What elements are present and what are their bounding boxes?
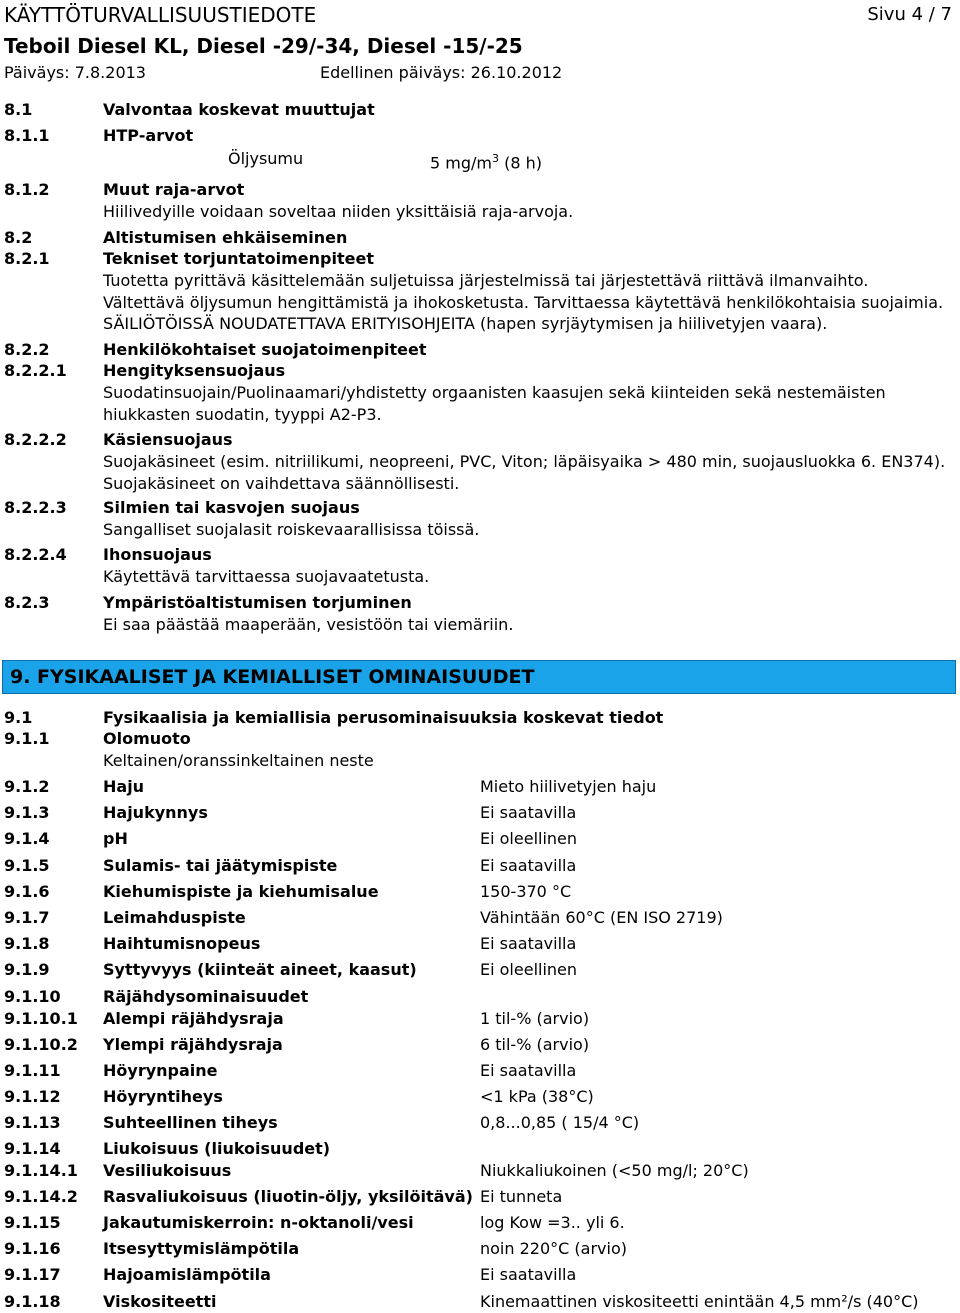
section-8-2-1-warning: SÄILIÖTÖISSÄ NOUDATETTAVA ERITYISOHJEITA (hapen syrjäytymisen ja hiilivetyjen vaara). bbox=[103, 314, 828, 333]
property-number: 9.1.13 bbox=[4, 1113, 61, 1132]
property-value: Ei saatavilla bbox=[480, 1265, 577, 1284]
property-label: Kiehumispiste ja kiehumisalue bbox=[103, 882, 379, 901]
section-number: 8.2.2.4 bbox=[4, 545, 67, 564]
property-number: 9.1.10.2 bbox=[4, 1035, 78, 1054]
property-number: 9.1.9 bbox=[4, 960, 50, 979]
property-number: 9.1.6 bbox=[4, 882, 50, 901]
property-number: 9.1.14 bbox=[4, 1139, 61, 1158]
section-title: Henkilökohtaiset suojatoimenpiteet bbox=[103, 340, 427, 359]
document-title: KÄYTTÖTURVALLISUUSTIEDOTE bbox=[4, 3, 317, 27]
property-value: 6 til-% (arvio) bbox=[480, 1035, 590, 1054]
property-value: Ei saatavilla bbox=[480, 803, 577, 822]
property-label: Jakautumiskerroin: n-oktanoli/vesi bbox=[103, 1213, 414, 1232]
property-value: Ei oleellinen bbox=[480, 829, 578, 848]
htp-value bbox=[430, 148, 542, 173]
section-number: 8.1 bbox=[4, 100, 33, 119]
property-number: 9.1.16 bbox=[4, 1239, 61, 1258]
section-title: Tekniset torjuntatoimenpiteet bbox=[103, 249, 374, 268]
section-title: Silmien tai kasvojen suojaus bbox=[103, 498, 360, 517]
section-title: Fysikaalisia ja kemiallisia perusominaisuuksia koskevat tiedot bbox=[103, 708, 664, 727]
section-number: 8.2.2.1 bbox=[4, 361, 67, 380]
section-number: 8.2.1 bbox=[4, 249, 50, 268]
property-label: Haju bbox=[103, 777, 145, 796]
section-title: Altistumisen ehkäiseminen bbox=[103, 228, 348, 247]
property-value: Kinemaattinen viskositeetti enintään 4,5 mm²/s (40°C) bbox=[480, 1292, 919, 1311]
property-number: 9.1.11 bbox=[4, 1061, 61, 1080]
property-label: Haihtumisnopeus bbox=[103, 934, 261, 953]
product-name: Teboil Diesel KL, Diesel -29/-34, Diesel -15/-25 bbox=[4, 34, 523, 58]
section-8-1-2-text: Hiilivedyille voidaan soveltaa niiden yksittäisiä raja-arvoja. bbox=[103, 202, 574, 221]
section-8-2-3-text: Ei saa päästää maaperään, vesistöön tai viemäriin. bbox=[103, 615, 514, 634]
property-value: 0,8...0,85 ( 15/4 °C) bbox=[480, 1113, 640, 1132]
section-number: 8.2.2.3 bbox=[4, 498, 67, 517]
section-title: Käsiensuojaus bbox=[103, 430, 233, 449]
section-number: 8.2.2 bbox=[4, 340, 50, 359]
section-number: 8.2.2.2 bbox=[4, 430, 67, 449]
property-label: Suhteellinen tiheys bbox=[103, 1113, 278, 1132]
htp-value-exponent: 3 bbox=[491, 152, 499, 165]
property-label: Hajoamislämpötila bbox=[103, 1265, 271, 1284]
property-label: Räjähdysominaisuudet bbox=[103, 987, 309, 1006]
property-value: Ei saatavilla bbox=[480, 934, 577, 953]
htp-value-duration: (8 h) bbox=[498, 153, 542, 173]
property-number: 9.1.14.2 bbox=[4, 1187, 78, 1206]
property-value: Niukkaliukoinen (<50 mg/l; 20°C) bbox=[480, 1161, 749, 1180]
section-number: 8.2.3 bbox=[4, 593, 50, 612]
property-value: Ei tunneta bbox=[480, 1187, 563, 1206]
property-number: 9.1.18 bbox=[4, 1292, 61, 1311]
property-number: 9.1.14.1 bbox=[4, 1161, 78, 1180]
property-value: Mieto hiilivetyjen haju bbox=[480, 777, 657, 796]
property-label: Alempi räjähdysraja bbox=[103, 1009, 284, 1028]
section-number: 8.1.2 bbox=[4, 180, 50, 199]
previous-date: Edellinen päiväys: 26.10.2012 bbox=[320, 63, 563, 82]
property-label: Itsesyttymislämpötila bbox=[103, 1239, 300, 1258]
property-number: 9.1.4 bbox=[4, 829, 50, 848]
section-number: 8.2 bbox=[4, 228, 33, 247]
section-8-2-1-text: Tuotetta pyrittävä käsittelemään suljetuissa järjestelmissä tai järjestettävä riittävä ilmanvaihto. Vältettävä öljysumun hengittämistä ja ihokosketusta. Tarvittaessa käytettävä henkilökohtaisia suojaimia. bbox=[103, 271, 944, 312]
section-number: 9.1 bbox=[4, 708, 33, 727]
section-title: Muut raja-arvot bbox=[103, 180, 245, 199]
property-label: Sulamis- tai jäätymispiste bbox=[103, 856, 338, 875]
property-label: Liukoisuus (liukoisuudet) bbox=[103, 1139, 331, 1158]
section-number: 8.1.1 bbox=[4, 126, 50, 145]
property-label: Höyrynpaine bbox=[103, 1061, 218, 1080]
property-value: Ei oleellinen bbox=[480, 960, 578, 979]
property-label: pH bbox=[103, 829, 128, 848]
property-label: Syttyvyys (kiinteät aineet, kaasut) bbox=[103, 960, 417, 979]
section-8-2-2-4-text: Käytettävä tarvittaessa suojavaatetusta. bbox=[103, 567, 430, 586]
property-value: <1 kPa (38°C) bbox=[480, 1087, 594, 1106]
property-number: 9.1.5 bbox=[4, 856, 50, 875]
property-number: 9.1.7 bbox=[4, 908, 50, 927]
property-value: 150-370 °C bbox=[480, 882, 572, 901]
page-number: Sivu 4 / 7 bbox=[867, 4, 952, 25]
property-number: 9.1.12 bbox=[4, 1087, 61, 1106]
property-value: Ei saatavilla bbox=[480, 1061, 577, 1080]
property-number: 9.1.15 bbox=[4, 1213, 61, 1232]
property-label: Ylempi räjähdysraja bbox=[103, 1035, 283, 1054]
htp-substance: Öljysumu bbox=[228, 149, 304, 168]
section-title: Hengityksensuojaus bbox=[103, 361, 286, 380]
property-value: noin 220°C (arvio) bbox=[480, 1239, 627, 1258]
section-title: Olomuoto bbox=[103, 729, 191, 748]
property-label: Hajukynnys bbox=[103, 803, 208, 822]
htp-value-main: 5 mg/m bbox=[430, 153, 492, 173]
section-number: 9.1.1 bbox=[4, 729, 50, 748]
property-number: 9.1.8 bbox=[4, 934, 50, 953]
property-label: Rasvaliukoisuus (liuotin-öljy, yksilöitävä) bbox=[103, 1187, 473, 1206]
property-value: log Kow =3.. yli 6. bbox=[480, 1213, 625, 1232]
property-value: Ei saatavilla bbox=[480, 856, 577, 875]
property-label: Vesiliukoisuus bbox=[103, 1161, 232, 1180]
property-number: 9.1.2 bbox=[4, 777, 50, 796]
property-value: 1 til-% (arvio) bbox=[480, 1009, 590, 1028]
section-9-heading: 9. FYSIKAALISET JA KEMIALLISET OMINAISUUDET bbox=[10, 666, 535, 688]
section-title: Ympäristöaltistumisen torjuminen bbox=[103, 593, 412, 612]
property-number: 9.1.17 bbox=[4, 1265, 61, 1284]
section-8-2-2-3-text: Sangalliset suojalasit roiskevaarallisissa töissä. bbox=[103, 520, 480, 539]
section-9-heading-bar bbox=[2, 660, 956, 694]
property-number: 9.1.10.1 bbox=[4, 1009, 78, 1028]
property-label: Viskositeetti bbox=[103, 1292, 217, 1311]
property-number: 9.1.10 bbox=[4, 987, 61, 1006]
property-value: Vähintään 60°C (EN ISO 2719) bbox=[480, 908, 723, 927]
section-8-2-2-1-text: Suodatinsuojain/Puolinaamari/yhdistetty orgaanisten kaasujen sekä kiinteiden sekä nestemäisten hiukkasten suodatin, tyyppi A2-P3. bbox=[103, 383, 886, 424]
property-number: 9.1.3 bbox=[4, 803, 50, 822]
section-title: Ihonsuojaus bbox=[103, 545, 212, 564]
section-9-1-1-text: Keltainen/oranssinkeltainen neste bbox=[103, 751, 374, 770]
property-label: Höyryntiheys bbox=[103, 1087, 223, 1106]
section-title: HTP-arvot bbox=[103, 126, 194, 145]
issue-date: Päiväys: 7.8.2013 bbox=[4, 63, 146, 82]
section-title: Valvontaa koskevat muuttujat bbox=[103, 100, 375, 119]
section-8-2-2-2-text: Suojakäsineet (esim. nitriilikumi, neopreeni, PVC, Viton; läpäisyaika > 480 min, suojausluokka 6. EN374). Suojakäsineet on vaihdettava säännöllisesti. bbox=[103, 452, 946, 493]
property-label: Leimahduspiste bbox=[103, 908, 246, 927]
